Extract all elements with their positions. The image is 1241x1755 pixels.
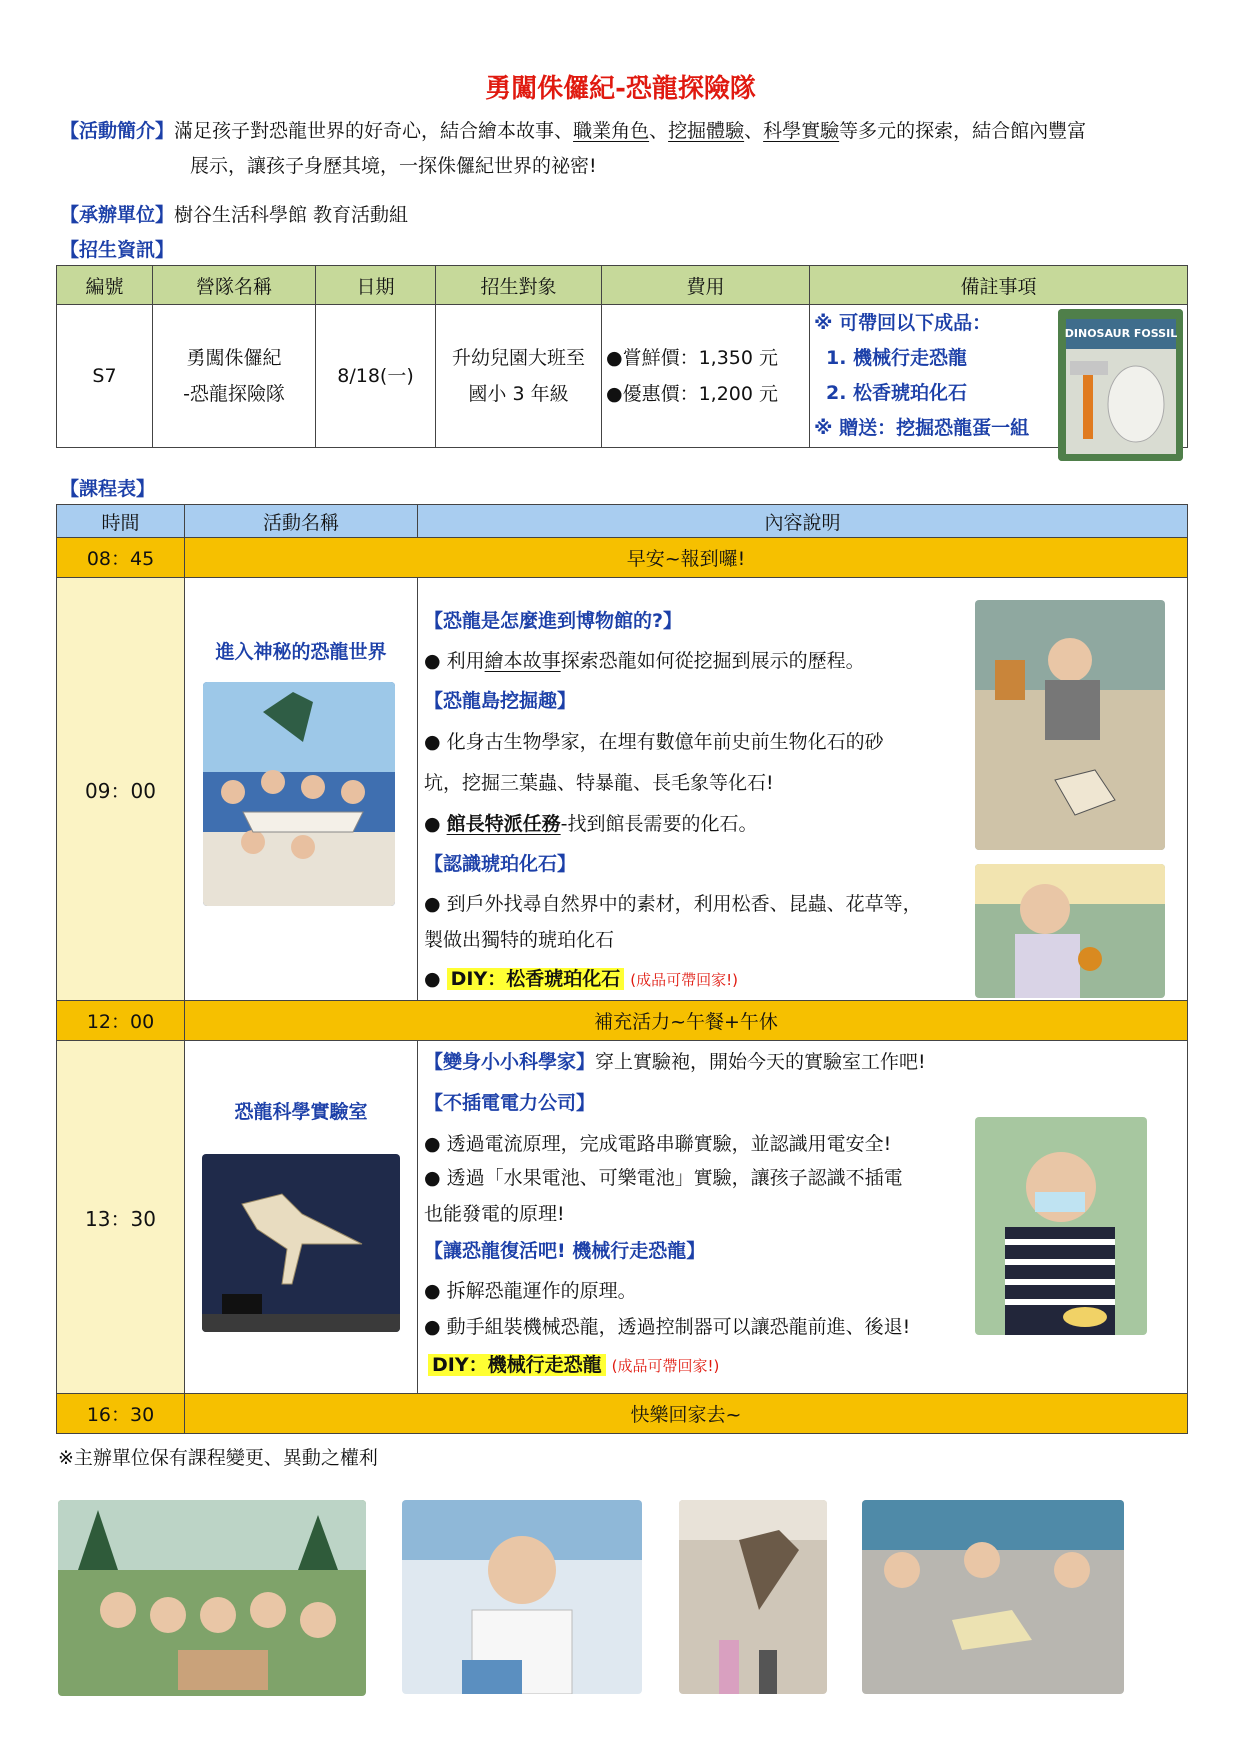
dinosaur-fossil-kit-image	[1058, 309, 1183, 461]
bullet-text: ● 利用	[424, 650, 485, 672]
col-header: 內容說明	[418, 505, 1188, 538]
intro-line-2: 展示，讓孩子身歷其境，一探侏儸紀世界的祕密!	[190, 155, 597, 177]
enrollment-header-row	[57, 266, 1188, 305]
row-text: 快樂回家去~	[185, 1394, 1188, 1434]
section-heading: 【恐龍是怎麼進到博物館的?】	[424, 610, 683, 632]
bullet-keyword: 繪本故事	[484, 650, 561, 672]
schedule-row	[57, 1041, 1188, 1394]
bullet: ● 動手組裝機械恐龍，透過控制器可以讓恐龍前進、後退!	[424, 1316, 911, 1338]
diy-note: (成品可帶回家!)	[611, 1357, 720, 1375]
section-heading: 【變身小小科學家】	[424, 1051, 596, 1073]
diy-highlight: DIY：松香琥珀化石	[447, 968, 625, 990]
footnote: ※主辦單位保有課程變更、異動之權利	[58, 1447, 378, 1469]
section-text: 穿上實驗袍，開始今天的實驗室工作吧!	[595, 1051, 926, 1073]
intro-sep: 、	[649, 120, 669, 142]
diy-line	[428, 1350, 719, 1377]
gallery-photo	[58, 1500, 366, 1696]
museum-hall-image	[679, 1500, 827, 1694]
diy-highlight: DIY：機械行走恐龍	[428, 1354, 606, 1376]
section-heading: 【認識琥珀化石】	[424, 853, 577, 875]
schedule-row	[57, 1001, 1188, 1041]
row-time: 12：00	[57, 1001, 185, 1041]
bullet-text: -找到館長需要的化石。	[560, 813, 758, 835]
bullet	[424, 646, 865, 673]
row-time: 08：45	[57, 538, 185, 578]
activity-photo	[975, 600, 1165, 850]
organizer	[60, 200, 408, 227]
col-header: 編號	[57, 266, 153, 305]
remark-line: 2. 松香琥珀化石	[826, 382, 968, 404]
bullet-text: ●	[424, 813, 447, 835]
intro-sep: 、	[554, 120, 574, 142]
camp-remarks	[810, 305, 1188, 448]
mechanical-dinosaur-image	[202, 1154, 400, 1332]
gallery-photo	[679, 1500, 827, 1694]
section-heading: 【不插電電力公司】	[424, 1092, 596, 1114]
gallery-photo	[402, 1500, 642, 1694]
bullet	[424, 809, 758, 836]
schedule-row	[57, 1394, 1188, 1434]
fee-line: ●優惠價：1,200 元	[606, 383, 779, 405]
organizer-text: 樹谷生活科學館 教育活動組	[174, 204, 409, 226]
col-header: 日期	[316, 266, 436, 305]
row-time: 16：30	[57, 1394, 185, 1434]
enrollment-table	[56, 265, 1188, 448]
bullet-text: ●	[424, 968, 447, 990]
camp-date: 8/18(一)	[316, 305, 436, 448]
activity-name: 進入神秘的恐龍世界	[215, 641, 387, 663]
activity-cell	[185, 1041, 418, 1394]
camp-name-line: -恐龍探險隊	[183, 383, 285, 405]
girl-doing-experiment-image	[975, 1117, 1147, 1335]
target-line: 升幼兒園大班至	[451, 347, 585, 369]
schedule-table	[56, 504, 1188, 1434]
fee-line: ●嘗鮮價：1,350 元	[606, 347, 779, 369]
section-line	[424, 1047, 926, 1074]
camp-name	[153, 305, 316, 448]
camp-fee	[602, 305, 810, 448]
enrollment-row	[57, 305, 1188, 448]
bullet-cont: 也能發電的原理!	[424, 1203, 565, 1225]
camp-name-line: 勇闖侏儸紀	[186, 347, 282, 369]
col-header: 營隊名稱	[153, 266, 316, 305]
activity-photo	[203, 682, 395, 906]
bullet: ● 到戶外找尋自然界中的素材，利用松香、昆蟲、花草等，	[424, 893, 922, 915]
col-header: 活動名稱	[185, 505, 418, 538]
schedule-label: 【課程表】	[60, 478, 156, 500]
product-photo	[1058, 309, 1183, 461]
remark-line: ※ 贈送：挖掘恐龍蛋一組	[814, 417, 1030, 439]
section-heading: 【恐龍島挖掘趣】	[424, 690, 577, 712]
camp-code: S7	[57, 305, 153, 448]
organizer-label: 【承辦單位】	[60, 204, 175, 226]
activity-photo	[975, 1117, 1147, 1335]
intro-keyword: 挖掘體驗	[668, 120, 745, 142]
bullet: ● 化身古生物學家，在埋有數億年前史前生物化石的砂	[424, 731, 884, 753]
intro-sep: 、	[744, 120, 764, 142]
kids-digging-image	[862, 1500, 1124, 1694]
section-heading: 【讓恐龍復活吧! 機械行走恐龍】	[424, 1240, 706, 1262]
activity-description	[418, 1041, 1188, 1394]
camp-target	[436, 305, 602, 448]
gallery-photo	[862, 1500, 1124, 1694]
intro-text: 滿足孩子對恐龍世界的好奇心，結合	[174, 120, 479, 142]
row-text: 補充活力~午餐+午休	[185, 1001, 1188, 1041]
target-line: 國小 3 年級	[468, 383, 569, 405]
intro-line-1	[60, 116, 1086, 143]
enroll-label: 【招生資訊】	[60, 239, 175, 261]
row-time: 09：00	[57, 578, 185, 1001]
girl-in-lab-coat-image	[402, 1500, 642, 1694]
row-time: 13：30	[57, 1041, 185, 1394]
activity-photo	[975, 864, 1165, 998]
remark-line: ※ 可帶回以下成品：	[814, 312, 992, 334]
kids-with-dinosaur-skull-image	[203, 682, 395, 906]
bullet: ● 拆解恐龍運作的原理。	[424, 1280, 637, 1302]
remark-line: 1. 機械行走恐龍	[826, 347, 968, 369]
col-header: 備註事項	[810, 266, 1188, 305]
intro-keyword: 科學實驗	[763, 120, 840, 142]
product-label: DINOSAUR FOSSIL	[1064, 327, 1178, 340]
col-header: 時間	[57, 505, 185, 538]
intro-text: 等多元的探索，結合館內豐富	[839, 120, 1087, 142]
intro-keyword: 職業角色	[573, 120, 650, 142]
activity-description	[418, 578, 1188, 1001]
schedule-row	[57, 538, 1188, 578]
diy-line	[424, 964, 738, 991]
bullet-text: 探索恐龍如何從挖掘到展示的歷程。	[560, 650, 865, 672]
intro-keyword: 繪本故事	[478, 120, 555, 142]
child-with-amber-image	[975, 864, 1165, 998]
row-text: 早安~報到囉!	[185, 538, 1188, 578]
girl-digging-fossil-image	[975, 600, 1165, 850]
activity-name: 恐龍科學實驗室	[234, 1101, 368, 1123]
col-header: 招生對象	[436, 266, 602, 305]
diy-note: (成品可帶回家!)	[630, 971, 738, 989]
bullet-keyword: 館長特派任務	[446, 813, 561, 835]
activity-photo	[202, 1154, 400, 1332]
intro-label: 【活動簡介】	[60, 120, 175, 142]
activity-cell	[185, 578, 418, 1001]
bullet-cont: 製做出獨特的琥珀化石	[424, 929, 615, 951]
schedule-row	[57, 578, 1188, 1001]
bullet: ● 透過「水果電池、可樂電池」實驗，讓孩子認識不插電	[424, 1167, 903, 1189]
page-title: 勇闖侏儸紀-恐龍探險隊	[485, 74, 756, 104]
col-header: 費用	[602, 266, 810, 305]
bullet-cont: 坑，挖掘三葉蟲、特暴龍、長毛象等化石!	[424, 772, 774, 794]
schedule-header-row	[57, 505, 1188, 538]
group-photo-image	[58, 1500, 366, 1696]
bullet: ● 透過電流原理，完成電路串聯實驗，並認識用電安全!	[424, 1133, 892, 1155]
